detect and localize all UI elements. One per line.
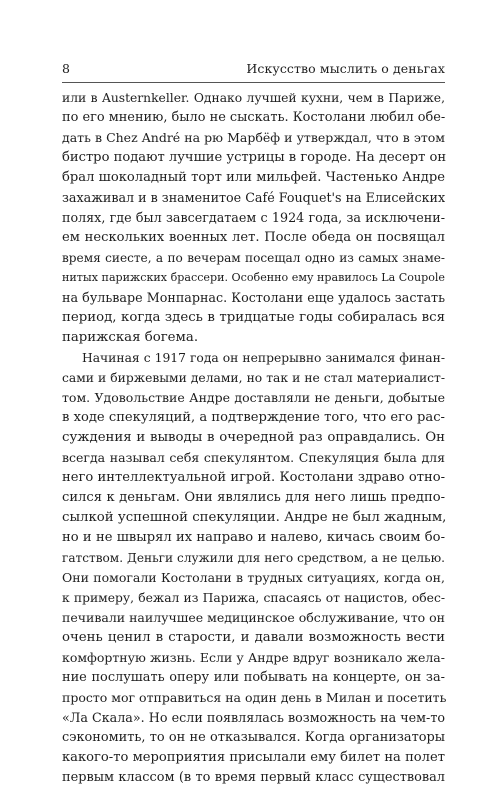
text-line: дать в Chez André на рю Марбёф и утверждал, что в этом [62,130,445,145]
text-line: период, когда здесь в тридцатые годы собиралась вся [62,310,445,325]
text-line: нитых парижских брассери. Особенно ему нравилось La Coupole [62,271,445,284]
text-line: «Ла Скала». Но если появлялась возможность на чем-то [62,710,445,725]
text-line: какого-то мероприятия присылали ему билет на полет [62,750,445,765]
text-line: в ходе спекуляций, а подтверждение того, что его рас- [62,410,445,425]
text-line: но и не швырял их направо и налево, кичась своим бо- [62,530,445,545]
text-line: комфортную жизнь. Если у Андре вдруг возникало жела- [62,650,445,665]
text-line: него интеллектуальной игрой. Костолани здраво отно- [62,470,445,485]
text-line: том. Удовольствие Андре доставляли не деньги, добытые [62,390,445,405]
text-line: первым классом (в то время первый класс существовал [62,770,445,785]
text-line: сылкой успешной спекуляции. Андре не был жадным, [62,510,447,525]
body-text [62,88,445,788]
text-line: парижская богема. [62,330,199,345]
text-line: к примеру, бежал из Парижа, спасаясь от нацистов, обес- [62,591,445,605]
text-line: сился к деньгам. Они являлись для него лишь предпо- [62,490,445,505]
text-line: по его мнению, было не сыскать. Костолани любил обе- [62,110,446,125]
text-line: захаживал и в знаменитое Café Fouquet's на Елисейских [62,190,446,205]
text-line: ем нескольких военных лет. После обеда он посвящал [62,230,445,245]
text-line: печивали наилучшее медицинское обслуживание, что он [62,610,445,625]
page-header [62,60,445,83]
text-line: суждения и выводы в очередной раз оправдались. Он [62,430,445,445]
text-line: сами и биржевыми делами, но так и не стал материалист- [62,371,445,385]
text-line: Начиная с 1917 года он непрерывно занимался финан- [82,351,445,365]
page-number: 8 [62,61,70,76]
text-line: очень ценил в старости, и давали возможность вести [62,630,445,645]
text-line: гатством. Деньги служили для него средством, а не целью. [62,551,445,565]
running-title: Искусство мыслить о деньгах [246,61,445,76]
text-line: Они помогали Костолани в трудных ситуациях, когда он, [62,570,445,585]
text-line: ние послушать оперу или побывать на концерте, он за- [62,670,445,685]
text-line: бистро подают лучшие устрицы в городе. На десерт он [62,150,447,165]
text-line: сэкономить, то он не отказывался. Когда организаторы [62,730,445,745]
text-line: или в Austernkeller. Однако лучшей кухни, чем в Париже, [62,91,445,105]
text-line: полях, где был завсегдатаем с 1924 года, за исключени- [62,210,445,225]
text-line: время сиесте, а по вечерам посещал одно из самых знаме- [62,251,445,265]
text-line: просто мог отправиться на один день в Милан и посетить [62,690,447,705]
text-line: на бульваре Монпарнас. Костолани еще удалось застать [62,290,445,305]
text-line: брал шоколадный торт или мильфей. Частенько Андре [62,170,445,185]
text-line: всегда называл себя спекулянтом. Спекуляция была для [62,450,445,465]
